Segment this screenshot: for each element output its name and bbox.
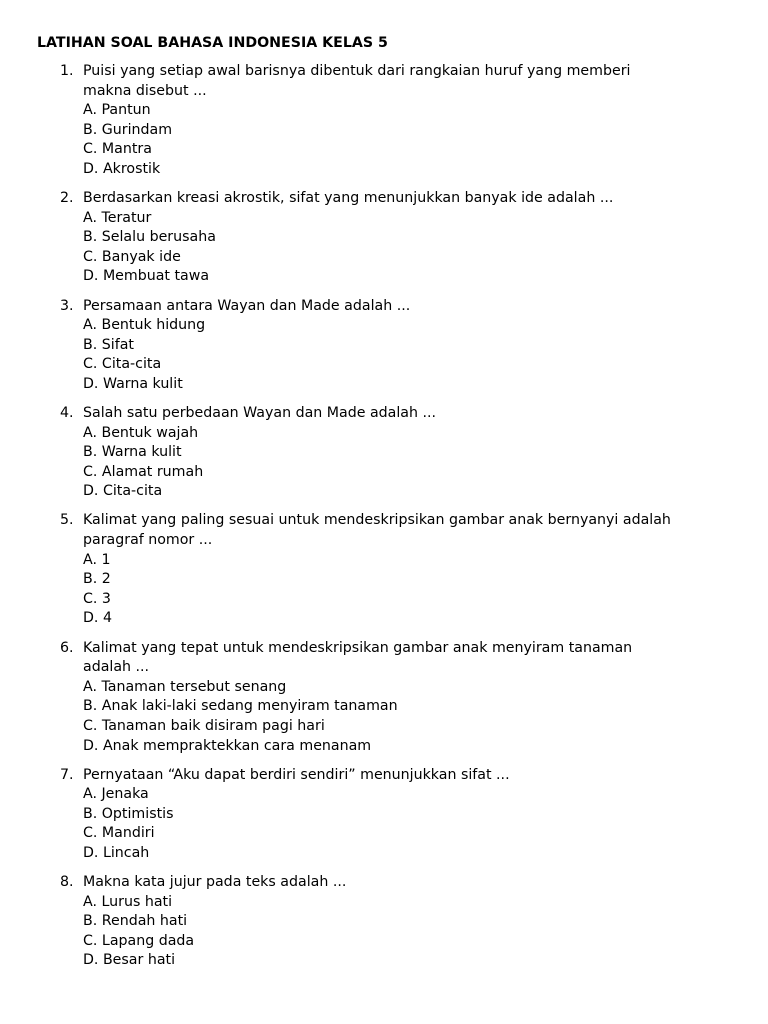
answer-option-a: A. 1	[83, 551, 111, 568]
answer-option-c: C. Alamat rumah	[83, 463, 204, 480]
question-body	[83, 404, 743, 502]
answer-option-b: B. Sifat	[83, 336, 134, 353]
answer-option-a: A. Lurus hati	[83, 893, 173, 910]
question-2	[0, 189, 768, 287]
question-6	[0, 639, 768, 757]
question-5	[0, 511, 768, 629]
question-text-line: adalah ...	[83, 659, 150, 676]
question-text-line: Persamaan antara Wayan dan Made adalah ...	[83, 297, 411, 314]
question-body	[83, 511, 743, 629]
question-number: 5.	[60, 512, 74, 529]
question-1	[0, 62, 768, 180]
answer-option-c: C. Cita-cita	[83, 356, 162, 373]
answer-option-a: A. Bentuk hidung	[83, 317, 206, 334]
answer-option-c: C. Mandiri	[83, 825, 155, 842]
answer-option-d: D. Lincah	[83, 844, 150, 861]
question-text-line: Puisi yang setiap awal barisnya dibentuk dari rangkaian huruf yang memberi	[83, 63, 631, 79]
answer-option-d: D. Cita-cita	[83, 483, 163, 500]
answer-option-c: C. Tanaman baik disiram pagi hari	[83, 717, 325, 734]
question-text-line: Pernyataan “Aku dapat berdiri sendiri” menunjukkan sifat ...	[83, 766, 510, 783]
answer-option-d: D. 4	[83, 610, 112, 627]
question-body	[83, 639, 743, 757]
answer-option-a: A. Bentuk wajah	[83, 424, 199, 441]
question-number: 6.	[60, 639, 74, 656]
answer-option-d: D. Anak mempraktekkan cara menanam	[83, 737, 372, 754]
question-8	[0, 873, 768, 971]
question-body	[83, 766, 743, 864]
page-title: LATIHAN SOAL BAHASA INDONESIA KELAS 5	[37, 35, 388, 51]
question-text-line: Kalimat yang paling sesuai untuk mendeskripsikan gambar anak bernyanyi adalah	[83, 512, 671, 529]
question-number: 4.	[60, 405, 74, 421]
answer-option-d: D. Membuat tawa	[83, 268, 210, 285]
answer-option-b: B. Warna kulit	[83, 444, 182, 461]
question-list	[0, 62, 768, 981]
answer-option-c: C. Banyak ide	[83, 248, 181, 265]
question-number: 3.	[60, 297, 74, 314]
answer-option-c: C. Mantra	[83, 141, 152, 158]
question-body	[83, 189, 743, 287]
question-number: 7.	[60, 766, 74, 783]
question-body	[83, 873, 743, 971]
question-text-line: makna disebut ...	[83, 82, 207, 99]
question-text-line: Salah satu perbedaan Wayan dan Made adalah ...	[83, 405, 437, 421]
answer-option-d: D. Besar hati	[83, 952, 176, 969]
answer-option-a: A. Pantun	[83, 102, 151, 119]
answer-option-a: A. Jenaka	[83, 786, 149, 803]
question-text-line: Berdasarkan kreasi akrostik, sifat yang menunjukkan banyak ide adalah ...	[83, 190, 614, 207]
answer-option-b: B. Anak laki-laki sedang menyiram tanaman	[83, 698, 398, 715]
answer-option-b: B. 2	[83, 571, 111, 588]
question-7	[0, 766, 768, 864]
question-text-line: paragraf nomor ...	[83, 532, 213, 549]
question-text-line: Makna kata jujur pada teks adalah ...	[83, 874, 347, 891]
question-4	[0, 404, 768, 502]
answer-option-b: B. Selalu berusaha	[83, 229, 216, 246]
question-number: 1.	[60, 63, 74, 79]
answer-option-b: B. Optimistis	[83, 805, 174, 822]
question-text-line: Kalimat yang tepat untuk mendeskripsikan gambar anak menyiram tanaman	[83, 639, 633, 656]
answer-option-b: B. Rendah hati	[83, 913, 188, 930]
answer-option-c: C. Lapang dada	[83, 932, 195, 949]
answer-option-a: A. Teratur	[83, 209, 152, 226]
question-number: 8.	[60, 874, 74, 891]
answer-option-b: B. Gurindam	[83, 121, 173, 138]
answer-option-d: D. Warna kulit	[83, 375, 183, 392]
answer-option-a: A. Tanaman tersebut senang	[83, 678, 287, 695]
answer-option-d: D. Akrostik	[83, 160, 161, 177]
question-number: 2.	[60, 190, 74, 207]
question-3	[0, 297, 768, 395]
question-body	[83, 62, 743, 180]
question-body	[83, 297, 743, 395]
answer-option-c: C. 3	[83, 590, 111, 607]
